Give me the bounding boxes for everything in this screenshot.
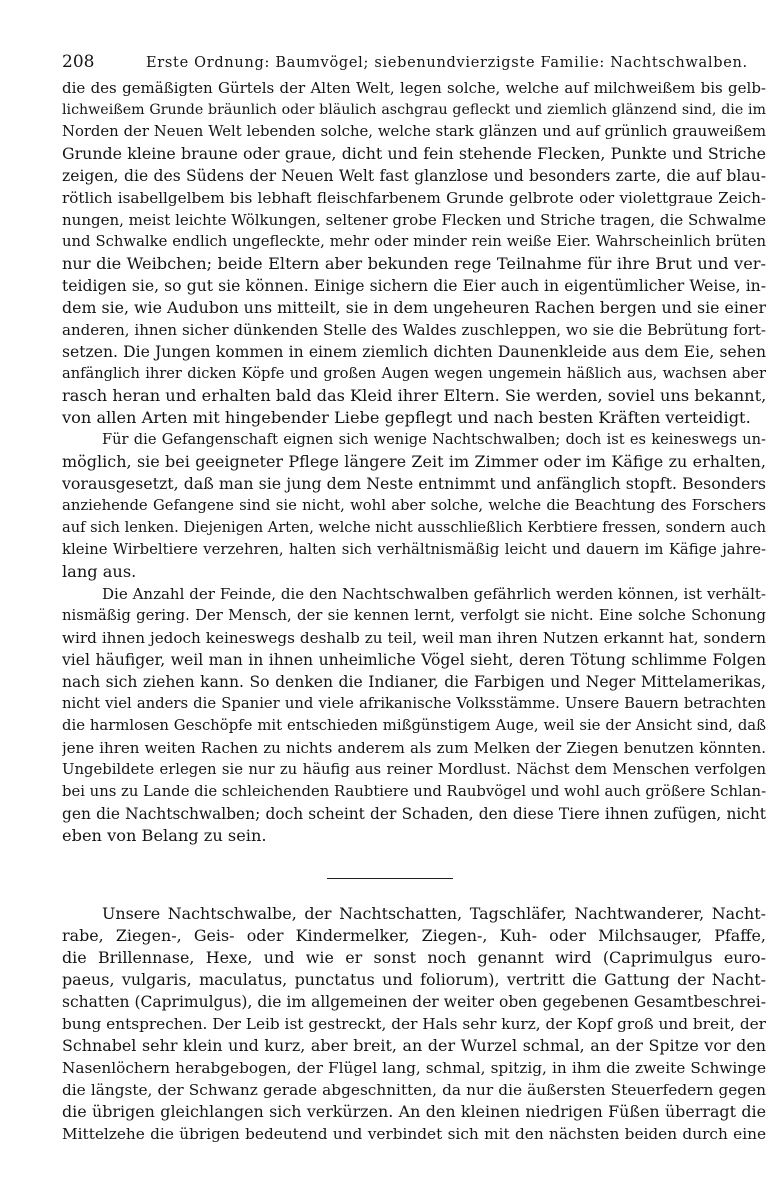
running-head bbox=[62, 52, 768, 74]
text-line: anziehende Gefangene sind sie nicht, wohl aber solche, welche die Beachtung des Forschers bbox=[62, 497, 766, 514]
text-line: die längste, der Schwanz gerade abgeschnitten, da nur die äußersten Steuerfedern gegen bbox=[62, 1081, 766, 1099]
text-line: Nasenlöchern herabgebogen, der Flügel lang, schmal, spitzig, in ihm die zweite Schwinge bbox=[62, 1059, 766, 1077]
text-line: gen die Nachtschwalben; doch scheint der Schaden, den diese Tiere ihnen zufügen, nicht bbox=[62, 805, 766, 823]
text-line: die des gemäßigten Gürtels der Alten Welt, legen solche, welche auf milchweißem bis gelb- bbox=[62, 79, 766, 97]
text-line: jene ihren weiten Rachen zu nichts anderem als zum Melken der Ziegen benutzen könnten. bbox=[62, 739, 766, 757]
text-line: möglich, sie bei geeigneter Pflege längere Zeit im Zimmer oder im Käfige zu erhalten, bbox=[62, 452, 766, 471]
text-line: von allen Arten mit hingebender Liebe gepflegt und nach besten Kräften verteidigt. bbox=[62, 408, 751, 427]
text-line: nur die Weibchen; beide Eltern aber bekunden rege Teilnahme für ihre Brut und ver- bbox=[62, 254, 766, 273]
text-line: nungen, meist leichte Wölkungen, seltener grobe Flecken und Striche tragen, die Schwalme bbox=[62, 211, 766, 229]
section-one bbox=[62, 77, 766, 847]
text-line: die übrigen gleichlangen sich verkürzen. An den kleinen niedrigen Füßen überragt die bbox=[62, 1102, 766, 1121]
text-line: Ungebildete erlegen sie nur zu häufig aus reiner Mordlust. Nächst dem Menschen verfolgen bbox=[62, 761, 766, 778]
section-divider bbox=[327, 878, 453, 879]
paragraph-start-line: Unsere Nachtschwalbe, der Nachtschatten, Tagschläfer, Nachtwanderer, Nacht- bbox=[102, 904, 766, 923]
text-line: rasch heran und erhalten bald das Kleid ihrer Eltern. Sie werden, soviel uns bekannt, bbox=[62, 386, 766, 405]
text-line: anfänglich ihrer dicken Köpfe und großen Augen wegen ungemein häßlich aus, wachsen aber bbox=[62, 365, 766, 382]
text-line: nismäßig gering. Der Mensch, der sie kennen lernt, verfolgt sie nicht. Eine solche Schonung bbox=[62, 607, 766, 624]
text-line: zeigen, die des Südens der Neuen Welt fast glanzlose und besonders zarte, die auf blau- bbox=[62, 167, 766, 185]
text-line: bung entsprechen. Der Leib ist gestreckt, der Hals sehr kurz, der Kopf groß und breit, der bbox=[62, 1015, 766, 1033]
paragraph-start-line: Für die Gefangenschaft eignen sich wenige Nachtschwalben; doch ist es keineswegs un- bbox=[102, 431, 766, 448]
paragraph-start-line: Die Anzahl der Feinde, die den Nachtschwalben gefährlich werden können, ist verhält- bbox=[102, 585, 766, 603]
text-line: schatten (Caprimulgus), die im allgemeinen der weiter oben gegebenen Gesamtbeschrei- bbox=[62, 993, 766, 1011]
text-line: teidigen sie, so gut sie können. Einige sichern die Eier auch in eigentümlicher Weise, in- bbox=[62, 277, 766, 295]
section-two bbox=[62, 903, 766, 1145]
text-line: nicht viel anders die Spanier und viele afrikanische Volksstämme. Unsere Bauern betrachten bbox=[62, 695, 766, 712]
text-line: auf sich lenken. Diejenigen Arten, welche nicht ausschließlich Kerbtiere fressen, sondern auch bbox=[62, 519, 766, 536]
text-line: bei uns zu Lande die schleichenden Raubtiere und Raubvögel und wohl auch größere Schlan- bbox=[62, 783, 766, 800]
text-line: rabe, Ziegen-, Geis- oder Kindermelker, Ziegen-, Kuh- oder Milchsauger, Pfaffe, bbox=[62, 926, 766, 945]
page-number: 208 bbox=[62, 52, 95, 72]
text-line: Mittelzehe die übrigen bedeutend und verbindet sich mit den nächsten beiden durch eine bbox=[62, 1125, 766, 1143]
running-head-title: Erste Ordnung: Baumvögel; siebenundvierzigste Familie: Nachtschwalben. bbox=[146, 55, 748, 71]
text-line: wird ihnen jedoch keineswegs deshalb zu teil, weil man ihren Nutzen erkannt hat, sondern bbox=[62, 629, 766, 647]
text-line: die Brillennase, Hexe, und wie er sonst noch genannt wird (Caprimulgus euro- bbox=[62, 948, 766, 967]
text-line: lang aus. bbox=[62, 562, 137, 581]
text-line: eben von Belang zu sein. bbox=[62, 826, 267, 845]
text-line: anderen, ihnen sicher dünkenden Stelle des Waldes zuschleppen, wo sie die Bebrütung fort- bbox=[62, 321, 766, 339]
text-line: setzen. Die Jungen kommen in einem ziemlich dichten Daunenkleide aus dem Eie, sehen bbox=[62, 343, 766, 361]
text-line: paeus, vulgaris, maculatus, punctatus und foliorum), vertritt die Gattung der Nacht- bbox=[62, 970, 766, 989]
text-line: die harmlosen Geschöpfe mit entschieden mißgünstigem Auge, weil sie der Ansicht sind, daß bbox=[62, 717, 766, 734]
text-line: Schnabel sehr klein und kurz, aber breit, an der Wurzel schmal, an der Spitze vor den bbox=[62, 1036, 766, 1055]
text-line: Grunde kleine braune oder graue, dicht und fein stehende Flecken, Punkte und Striche bbox=[62, 144, 766, 163]
text-line: dem sie, wie Audubon uns mitteilt, sie in dem ungeheuren Rachen bergen und sie einer bbox=[62, 298, 766, 317]
text-line: nach sich ziehen kann. So denken die Indianer, die Farbigen und Neger Mittelamerikas, bbox=[62, 673, 766, 691]
text-line: kleine Wirbeltiere verzehren, halten sich verhältnismäßig leicht und dauern im Käfige jahre- bbox=[62, 541, 766, 558]
text-line: lichweißem Grunde bräunlich oder bläulich aschgrau gefleckt und ziemlich glänzend sind, die im bbox=[62, 102, 766, 118]
text-line: viel häufiger, weil man in ihnen unheimliche Vögel sieht, deren Tötung schlimme Folgen bbox=[62, 651, 766, 669]
text-line: und Schwalke endlich ungefleckte, mehr oder minder rein weiße Eier. Wahrscheinlich brüten bbox=[62, 233, 766, 250]
text-line: rötlich isabellgelbem bis lebhaft fleischfarbenem Grunde gelbrote oder violettgraue Zeich- bbox=[62, 189, 766, 207]
text-line: Norden der Neuen Welt lebenden solche, welche stark glänzen und auf grünlich grauweißem bbox=[62, 123, 766, 140]
text-line: vorausgesetzt, daß man sie jung dem Neste entnimmt und anfänglich stopft. Besonders bbox=[62, 474, 766, 493]
